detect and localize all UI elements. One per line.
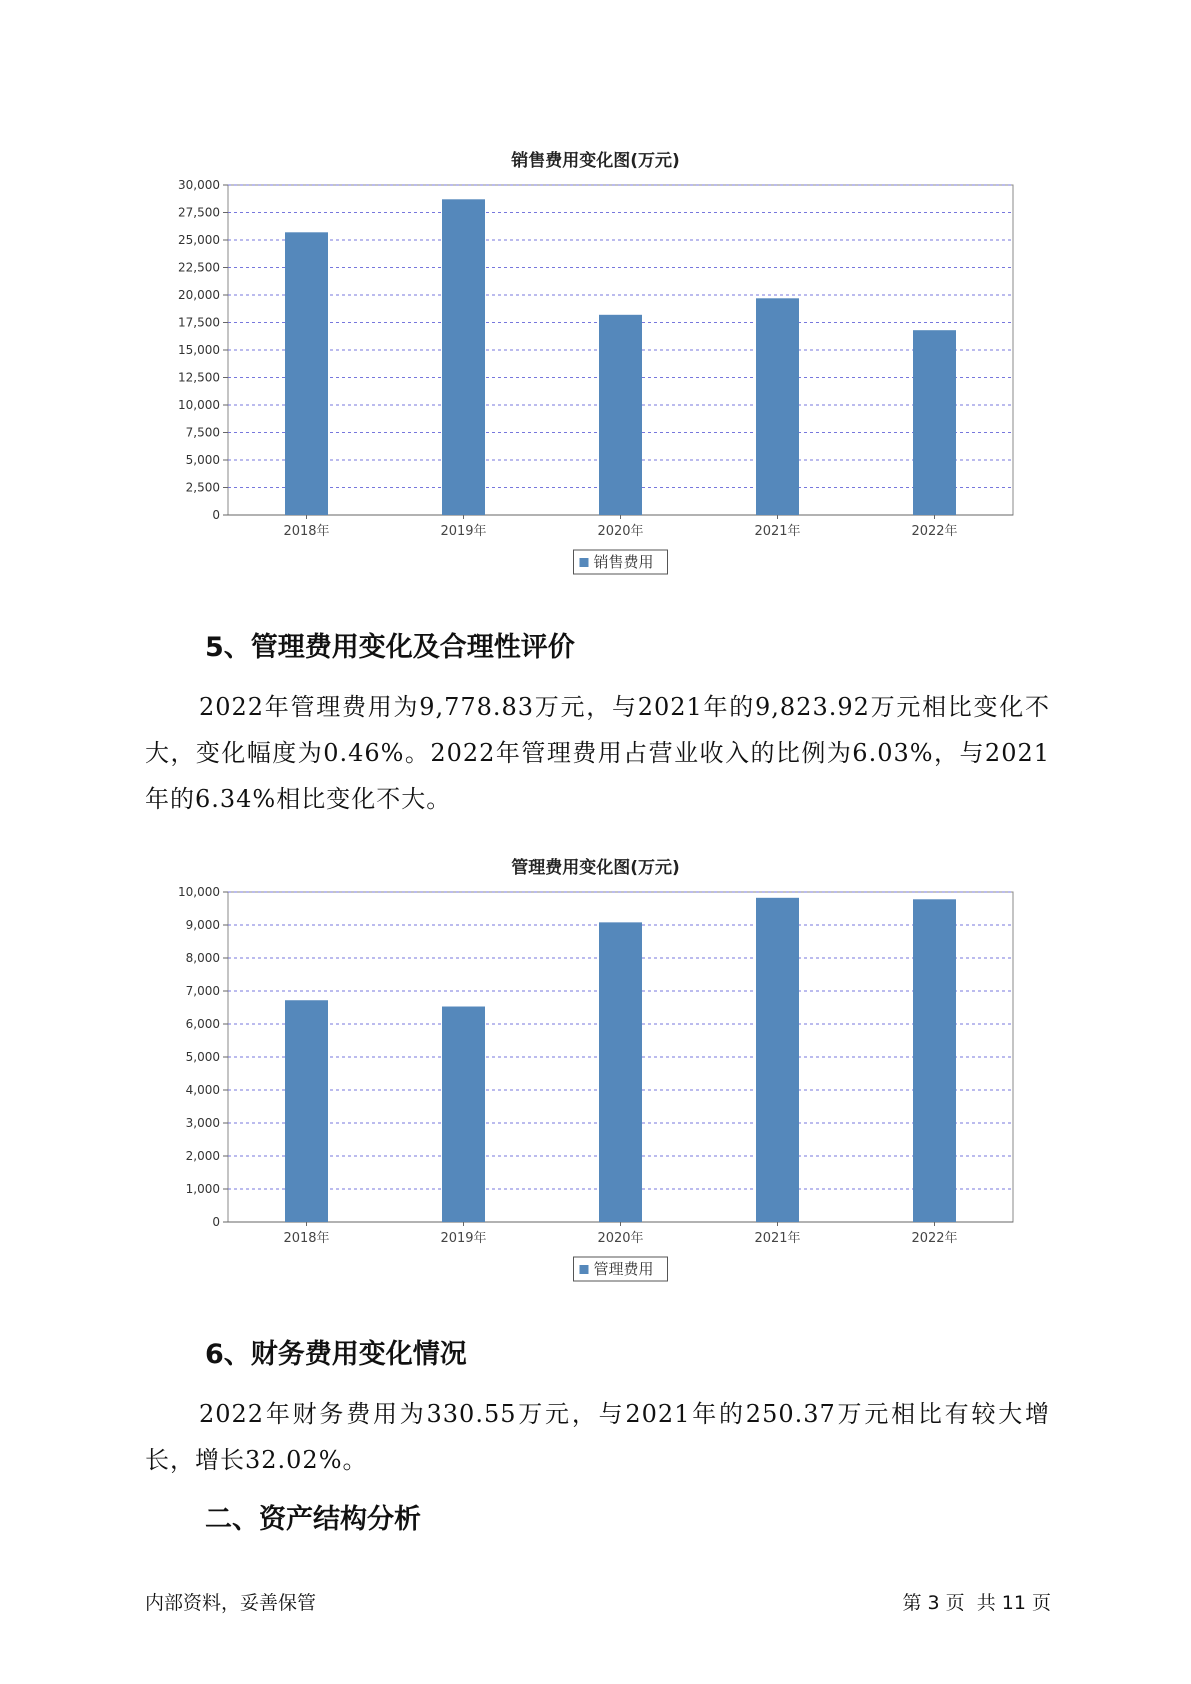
bar [442,199,485,515]
x-tick-label: 2020年 [597,1231,644,1246]
y-tick-label: 30,000 [178,178,220,192]
y-tick-label: 8,000 [185,951,220,965]
y-tick-label: 3,000 [185,1116,220,1130]
x-tick-label: 2018年 [283,1231,330,1246]
x-tick-label: 2018年 [283,524,330,539]
y-tick-label: 15,000 [178,343,220,357]
y-tick-label: 22,500 [178,260,220,275]
bar [442,1007,485,1222]
section-6-heading: 6、财务费用变化情况 [205,1339,467,1370]
x-tick-label: 2021年 [754,524,801,539]
y-tick-label: 4,000 [185,1083,220,1097]
y-tick-label: 7,500 [185,425,220,440]
sales-expense-chart-title: 销售费用变化图(万元) [511,151,680,171]
legend-swatch [580,1265,589,1274]
x-tick-label: 2022年 [911,1231,958,1246]
section-5-heading: 5、管理费用变化及合理性评价 [205,632,575,663]
y-tick-label: 27,500 [178,205,220,220]
y-tick-label: 12,500 [178,370,220,385]
section-6-paragraph: 2022年财务费用为330.55万元，与2021年的250.37万元相比有较大增长，增长32.02%。 [145,1400,1050,1474]
y-tick-label: 20,000 [178,288,220,302]
y-tick-label: 25,000 [178,233,220,247]
admin-expense-chart [150,882,1030,1322]
y-tick-label: 10,000 [178,398,220,412]
legend-label: 销售费用 [593,553,654,571]
y-tick-label: 2,000 [185,1149,220,1163]
y-tick-label: 2,500 [185,480,220,495]
y-tick-label: 1,000 [185,1182,220,1196]
y-tick-label: 7,000 [185,984,220,998]
x-tick-label: 2020年 [597,524,644,539]
x-tick-label: 2022年 [911,524,958,539]
y-tick-label: 6,000 [185,1017,220,1031]
x-tick-label: 2019年 [440,524,487,539]
bar [285,1000,328,1222]
x-tick-label: 2021年 [754,1231,801,1246]
y-tick-label: 5,000 [185,453,220,467]
bar [599,315,642,515]
y-tick-label: 17,500 [178,315,220,330]
x-tick-label: 2019年 [440,1231,487,1246]
y-tick-label: 9,000 [185,918,220,932]
bar [599,922,642,1222]
footer-confidential: 内部资料，妥善保管 [145,1592,317,1614]
y-tick-label: 0 [212,508,220,522]
bar [285,232,328,515]
bar [913,899,956,1222]
section-2-heading: 二、资产结构分析 [205,1504,421,1535]
y-tick-label: 10,000 [178,885,220,899]
legend-swatch [580,558,589,567]
bar [913,330,956,515]
section-5-paragraph: 2022年管理费用为9,778.83万元，与2021年的9,823.92万元相比变化不大，变化幅度为0.46%。2022年管理费用占营业收入的比例为6.03%，与2021年的6.34%相比变化不大。 [145,693,1050,813]
legend-label: 管理费用 [593,1260,654,1278]
footer-page-number: 第 3 页 共 11 页 [902,1592,1051,1614]
sales-expense-chart [150,175,1030,615]
bar [756,298,799,515]
y-tick-label: 5,000 [185,1050,220,1064]
bar [756,898,799,1222]
admin-expense-chart-title: 管理费用变化图(万元) [511,858,680,878]
y-tick-label: 0 [212,1215,220,1229]
